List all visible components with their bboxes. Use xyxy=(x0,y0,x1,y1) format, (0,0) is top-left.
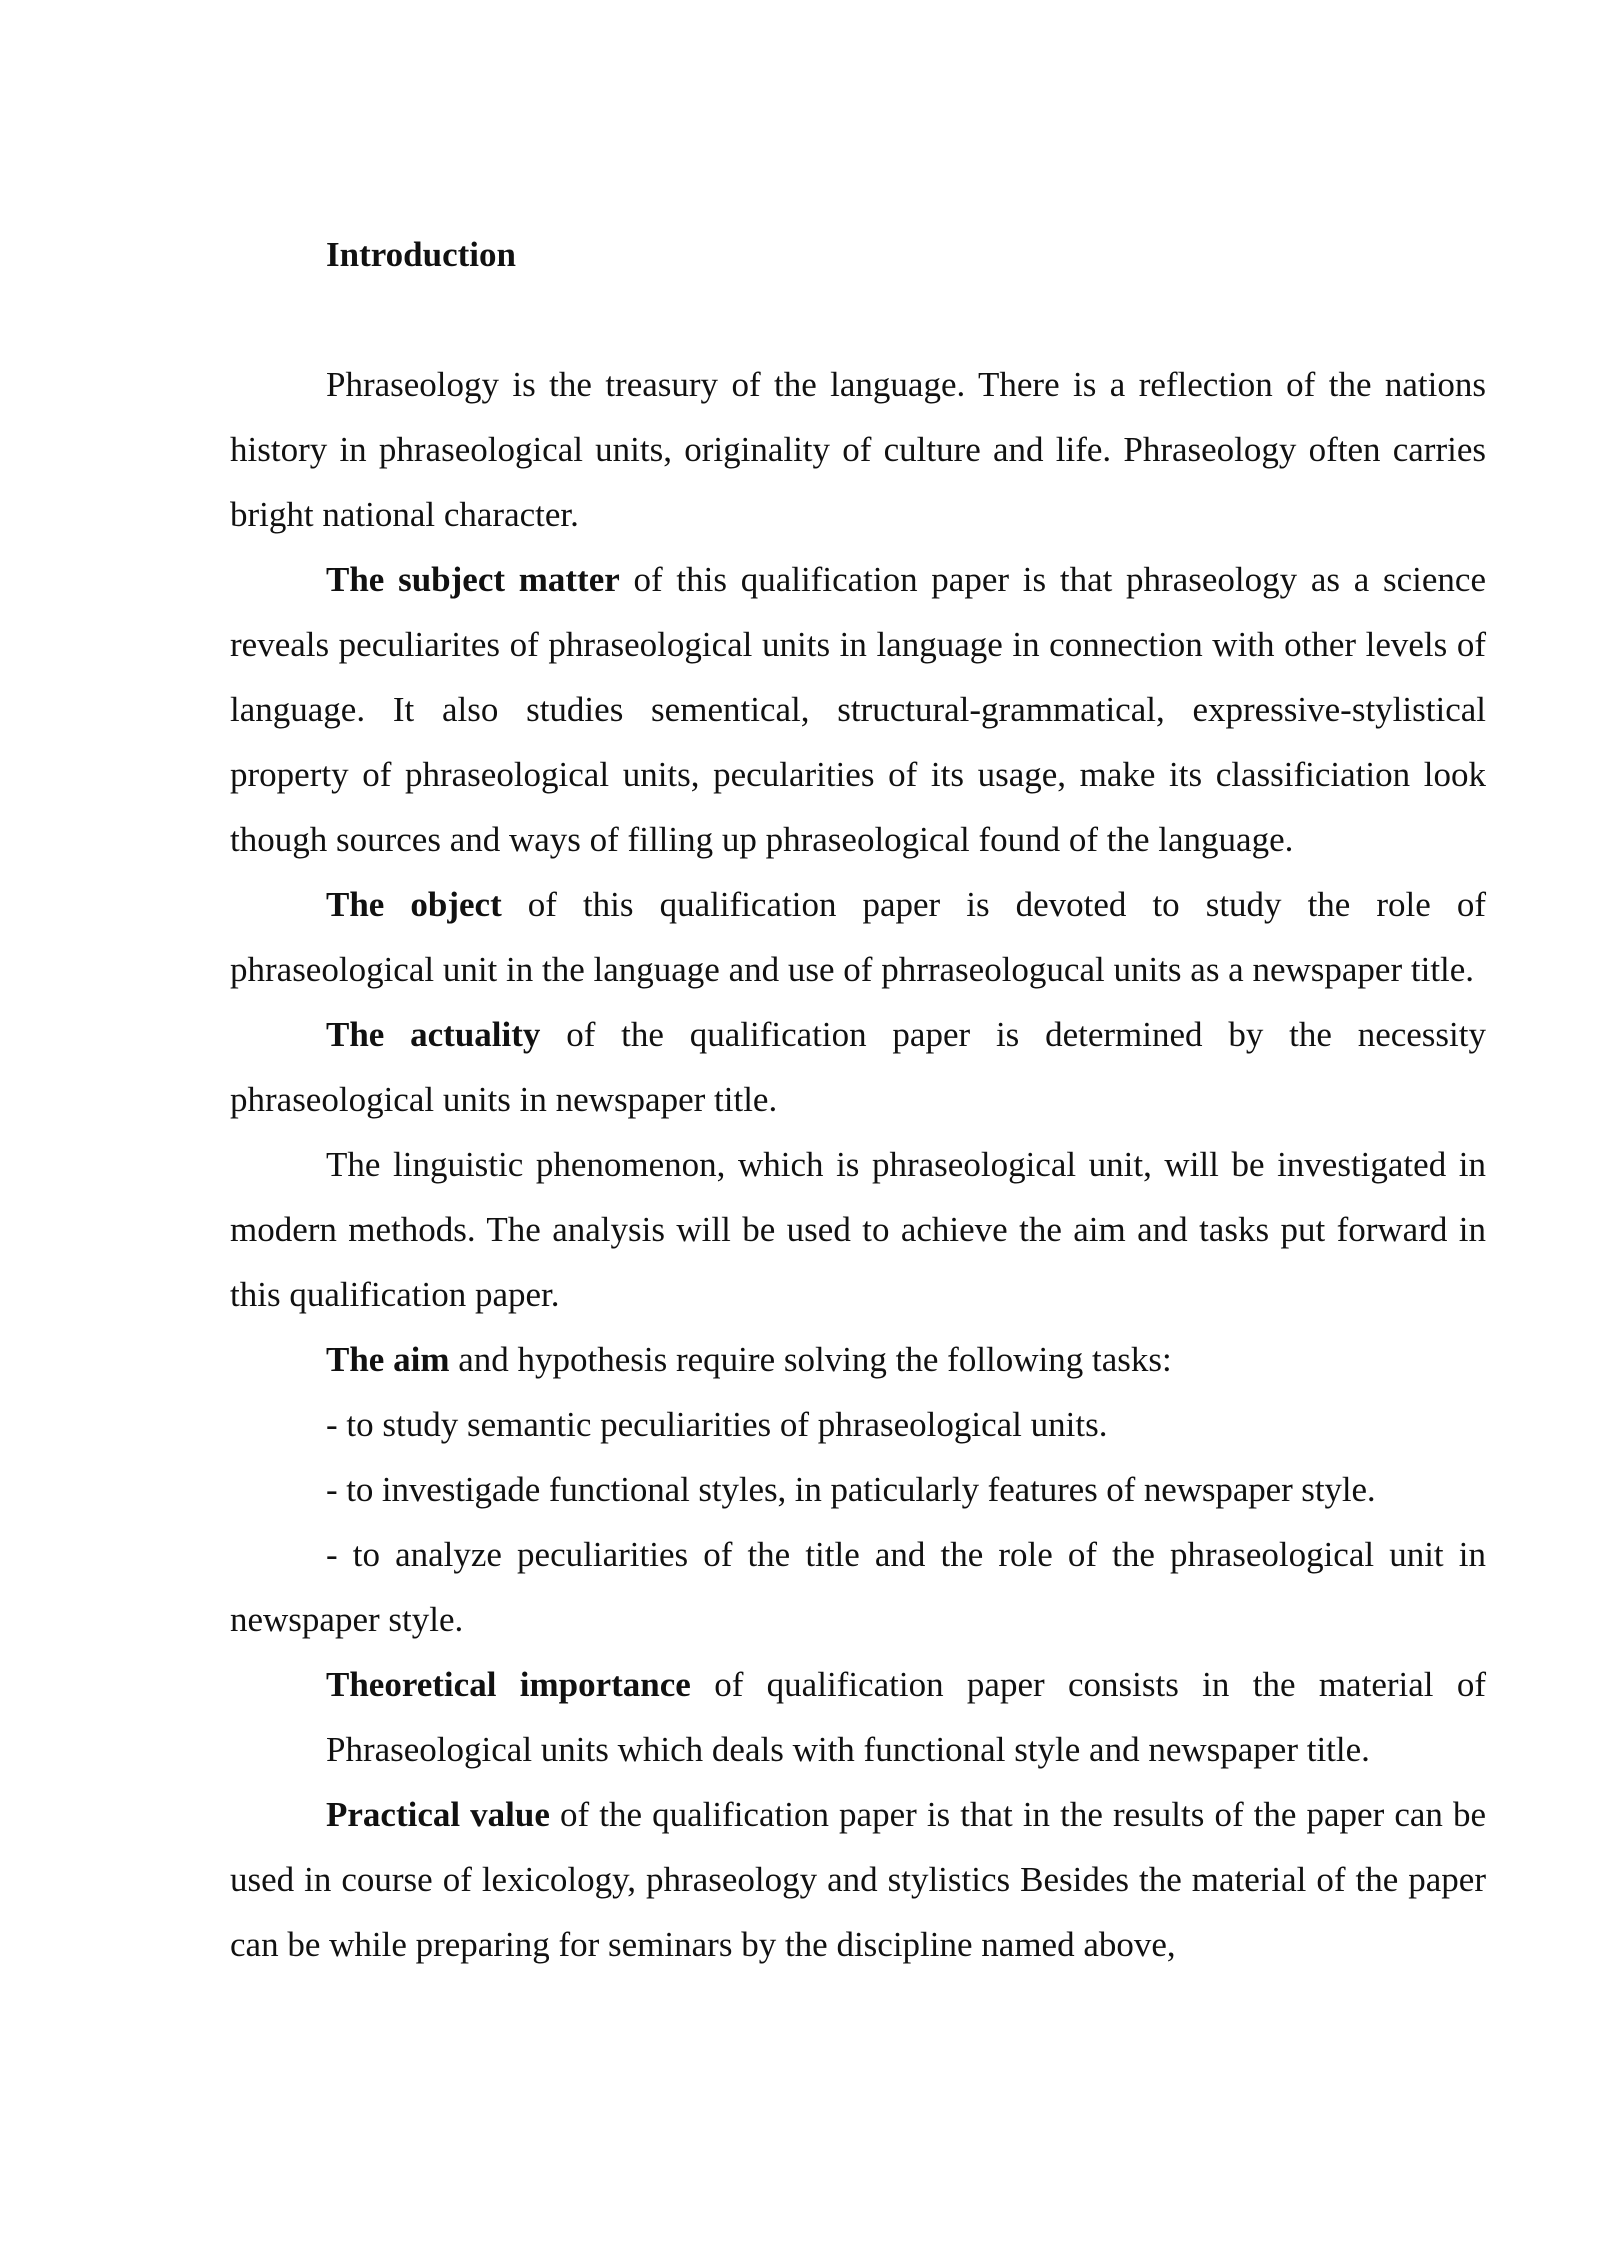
paragraph-methods-text: The linguistic phenomenon, which is phraseological unit, will be investigated in modern methods. The analysis will be used to achieve the aim and tasks put forward in this qualification paper. xyxy=(230,1145,1486,1314)
paragraph-subject-matter xyxy=(230,547,1486,872)
paragraph-object xyxy=(230,872,1486,1002)
section-heading: Introduction xyxy=(326,235,516,274)
paragraph-object-text: of this qualification paper is devoted to study the role of phraseological unit in the language and use of phrraseologucal units as a newspaper title. xyxy=(230,885,1486,989)
task-item-text: - to investigade functional styles, in paticularly features of newspaper style. xyxy=(326,1470,1376,1509)
task-item xyxy=(230,1522,1486,1652)
term-actuality: The actuality xyxy=(326,1015,541,1054)
term-object: The object xyxy=(326,885,502,924)
task-item xyxy=(230,1392,1486,1457)
term-aim: The aim xyxy=(326,1340,450,1379)
paragraph-theoretical-importance-text: of qualification paper consists in the material of Phraseological units which deals with functional style and newspaper title. xyxy=(326,1665,1486,1769)
document-page xyxy=(230,222,1486,1977)
paragraph-practical-value-text: of the qualification paper is that in the results of the paper can be used in course of lexicology, phraseology and stylistics Besides the material of the paper can be while preparing for seminars by the discipline named above, xyxy=(230,1795,1487,1964)
paragraph-practical-value xyxy=(230,1782,1486,1977)
task-item xyxy=(230,1457,1486,1522)
paragraph-actuality-text: of the qualification paper is determined by the necessity phraseological units in newspaper title. xyxy=(230,1015,1486,1119)
term-subject-matter: The subject matter xyxy=(326,560,620,599)
paragraph-actuality xyxy=(230,1002,1486,1132)
task-item-text: - to study semantic peculiarities of phraseological units. xyxy=(326,1405,1108,1444)
paragraph-aim-text: and hypothesis require solving the following tasks: xyxy=(449,1340,1172,1379)
term-practical-value: Practical value xyxy=(326,1795,550,1834)
paragraph-theoretical-importance xyxy=(230,1652,1486,1782)
paragraph-subject-matter-text: of this qualification paper is that phraseology as a science reveals peculiarites of phraseological units in language in connection with other levels of language. It also studies sementical, structural-grammatical, expressive-stylistical property of phraseological units, pecularities of its usage, make its classificiation look though sources and ways of filling up phraseological found of the language. xyxy=(230,560,1486,859)
paragraph-methods xyxy=(230,1132,1486,1327)
paragraph-intro xyxy=(230,352,1486,547)
paragraph-intro-text: Phraseology is the treasury of the language. There is a reflection of the nations history in phraseological units, originality of culture and life. Phraseology often carries bright national character. xyxy=(230,365,1486,534)
term-theoretical-importance: Theoretical importance xyxy=(326,1665,691,1704)
task-item-text: - to analyze peculiarities of the title and the role of the phraseological unit in newspaper style. xyxy=(230,1535,1486,1639)
paragraph-aim xyxy=(230,1327,1486,1392)
